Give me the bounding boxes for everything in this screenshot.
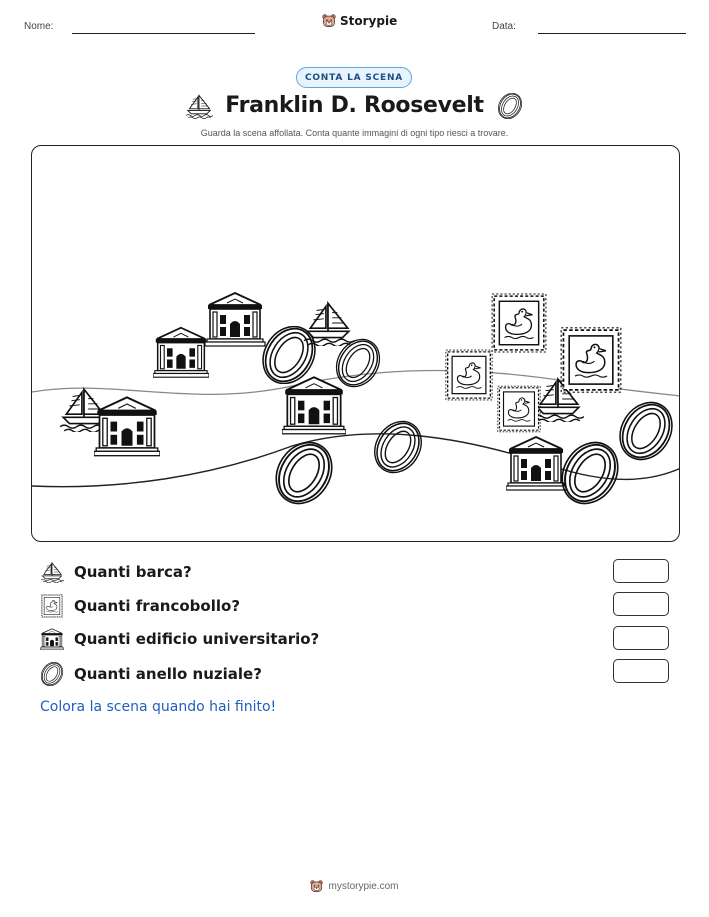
wedding-ring-icon xyxy=(40,662,64,686)
footer-site[interactable]: mystorypie.com xyxy=(328,881,399,892)
instructions: Guarda la scena affollata. Conta quante immagini di ogni tipo riesci a trovare. xyxy=(200,128,509,138)
name-field[interactable] xyxy=(72,33,255,34)
scene-drawing xyxy=(32,146,680,542)
name-label: Nome: xyxy=(24,21,54,32)
scene-building-2 xyxy=(205,293,265,346)
answer-box-stamps[interactable] xyxy=(613,592,669,616)
coloring-note: Colora la scena quando hai finito! xyxy=(40,699,277,715)
scene-ring-6 xyxy=(610,393,680,469)
scene-building-5 xyxy=(506,437,566,490)
brand-logo xyxy=(322,14,397,28)
question-text: Quanti edificio universitario? xyxy=(74,630,320,648)
date-label: Data: xyxy=(492,21,516,32)
footer xyxy=(0,880,709,893)
scene-stamp-2 xyxy=(561,328,621,392)
boat-icon xyxy=(40,561,64,583)
university-building-icon xyxy=(40,628,64,650)
question-text: Quanti barca? xyxy=(74,563,192,581)
stamp-icon xyxy=(40,594,64,618)
answer-box-boats[interactable] xyxy=(613,559,669,583)
scene-building-1 xyxy=(153,328,209,377)
activity-badge: CONTA LA SCENA xyxy=(296,67,412,88)
title-ring-icon xyxy=(497,93,523,119)
question-buildings xyxy=(40,628,319,650)
answer-box-buildings[interactable] xyxy=(613,626,669,650)
storypie-bear-icon xyxy=(310,880,323,893)
page-title: Franklin D. Roosevelt xyxy=(225,93,484,118)
scene-stamp-4 xyxy=(498,386,540,432)
scene-stamp-1 xyxy=(492,294,546,352)
question-text: Quanti francobollo? xyxy=(74,597,241,615)
question-stamps xyxy=(40,594,240,618)
question-text: Quanti anello nuziale? xyxy=(74,665,262,683)
scene-ring-3 xyxy=(365,413,430,482)
question-rings xyxy=(40,662,262,686)
scene-stamp-3 xyxy=(446,350,492,400)
scene-ring-5 xyxy=(551,432,629,514)
brand-name: Storypie xyxy=(340,14,398,28)
scene-building-3 xyxy=(94,397,160,455)
scene-ring-4 xyxy=(265,432,343,514)
storypie-bear-icon xyxy=(322,14,336,28)
answer-box-rings[interactable] xyxy=(613,659,669,683)
counting-scene[interactable] xyxy=(31,145,680,542)
question-boats xyxy=(40,561,192,583)
date-field[interactable] xyxy=(538,33,686,34)
